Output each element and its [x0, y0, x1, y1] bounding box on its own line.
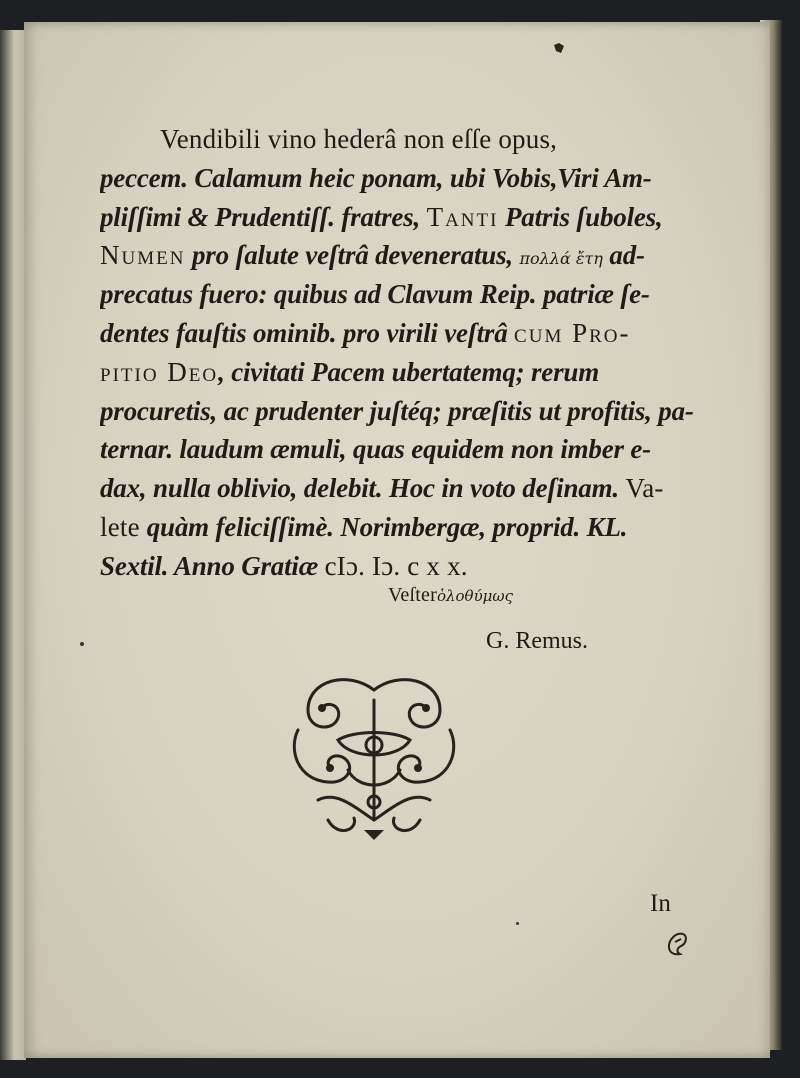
text-line: Sextil. Anno Gratiæ cIɔ. Iɔ. c x x.	[100, 550, 468, 581]
ink-blot-icon	[552, 42, 566, 54]
text-line: pitio Deo, civitati Pacem ubertatemq; rerum	[100, 356, 600, 387]
catchword: In	[650, 890, 671, 917]
text-line: ternar. laudum æmuli, quas equidem non imber e-	[100, 434, 651, 465]
text-line: peccem. Calamum heic ponam, ubi Vobis,Viri Am-	[100, 162, 652, 193]
ink-mark-icon	[666, 930, 690, 956]
book-left-edge	[0, 30, 26, 1060]
letter-text	[100, 120, 700, 586]
speck	[516, 922, 519, 925]
speck	[80, 642, 84, 646]
text-line: lete quàm feliciſſimè. Norimbergæ, proprid. KL.	[100, 511, 628, 542]
book-page	[24, 22, 770, 1058]
author-signature: G. Remus.	[486, 628, 588, 654]
valediction: Veſterὁλοθύμως	[388, 584, 514, 606]
text-line: Numen pro ſalute veſtrâ deveneratus, πολλά ἔτη ad-	[100, 240, 645, 271]
text-line: precatus fuero: quibus ad Clavum Reip. patriæ ſe-	[100, 279, 650, 310]
text-line: pliſſimi & Prudentiſſ. fratres, Tanti Patris ſuboles,	[100, 201, 663, 232]
floral-ornament-icon	[278, 670, 470, 840]
text-line: dentes fauſtis ominib. pro virili veſtrâ cum Pro-	[100, 317, 631, 348]
text-line: Vendibili vino hederâ non eſſe opus,	[160, 124, 558, 154]
text-line: procuretis, ac prudenter juſtéq; præſitis ut profitis, pa-	[100, 395, 694, 426]
text-line: dax, nulla oblivio, delebit. Hoc in voto deſinam. Va-	[100, 473, 664, 504]
